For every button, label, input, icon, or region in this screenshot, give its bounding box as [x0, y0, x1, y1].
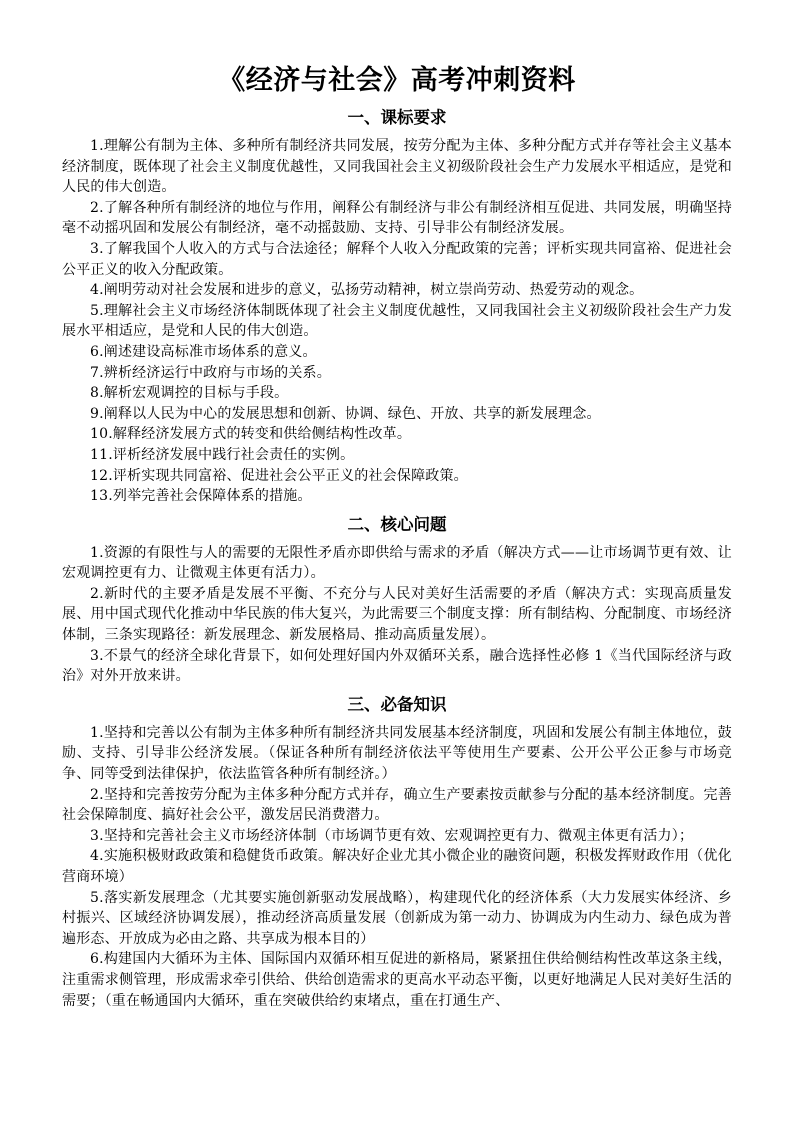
paragraph: 13.列举完善社会保障体系的措施。 [90, 488, 312, 505]
section-heading: 一、课标要求 [347, 108, 447, 127]
paragraph: 9.阐释以人民为中心的发展思想和创新、协调、绿色、开放、共享的新发展理念。 [90, 405, 601, 422]
paragraph: 12.评析实现共同富裕、促进社会公平正义的社会保障政策。 [90, 467, 468, 484]
paragraph: 2.坚持和完善按劳分配为主体多种分配方式并存，确立生产要素按贡献参与分配的基本经济制度。完善社会保障制度、搞好社会公平，激发居民消费潜力。 [62, 786, 732, 824]
section-heading: 二、核心问题 [347, 514, 447, 534]
paragraph: 6.阐述建设高标准市场体系的意义。 [90, 343, 317, 360]
section-heading: 三、必备知识 [347, 694, 447, 714]
paragraph: 4.实施积极财政政策和稳健货币政策。解决好企业尤其小微企业的融资问题，积极发挥财政作用（优化营商环境） [62, 848, 732, 885]
section-core-issues [62, 513, 732, 687]
paragraph: 4.阐明劳动对社会发展和进步的意义，弘扬劳动精神，树立崇尚劳动、热爱劳动的观念。 [90, 282, 644, 299]
paragraph: 11.评析经济发展中践行社会责任的实例。 [90, 446, 355, 463]
paragraph: 1.理解公有制为主体、多种所有制经济共同发展，按劳分配为主体、多种分配方式并存等社会主义基本经济制度，既体现了社会主义制度优越性，又同我国社会主义初级阶段社会生产力发展水平相适应，是党和人民的伟大创造。 [62, 138, 732, 196]
paragraph: 1.坚持和完善以公有制为主体多种所有制经济共同发展基本经济制度，巩固和发展公有制主体地位，鼓励、支持、引导非公经济发展。（保证各种所有制经济依法平等使用生产要素、公开公平公正参与市场竞争、同等受到法律保护，依法监管各种所有制经济。） [62, 724, 732, 783]
paragraph: 5.落实新发展理念（尤其要实施创新驱动发展战略），构建现代化的经济体系（大力发展实体经济、乡村振兴、区域经济协调发展），推动经济高质量发展（创新成为第一动力、协调成为内生动力、绿色成为普遍形态、开放成为必由之路、共享成为根本目的） [62, 889, 732, 947]
paragraph: 3.坚持和完善社会主义市场经济体制（市场调节更有效、宏观调控更有力、微观主体更有活力）； [90, 827, 694, 844]
paragraph: 2.新时代的主要矛盾是发展不平衡、不充分与人民对美好生活需要的矛盾（解决方式：实现高质量发展、用中国式现代化推动中华民族的伟大复兴，为此需要三个制度支撑：所有制结构、分配制度、市场经济体制，三条实现路径：新发展理念、新发展格局、推动高质量发展）。 [62, 585, 732, 644]
paragraph: 2.了解各种所有制经济的地位与作用，阐释公有制经济与非公有制经济相互促进、共同发展，明确坚持毫不动摇巩固和发展公有制经济，毫不动摇鼓励、支持、引导非公有制经济发展。 [62, 199, 732, 237]
paragraph: 10.解释经济发展方式的转变和供给侧结构性改革。 [90, 426, 412, 443]
paragraph: 5.理解社会主义市场经济体制既体现了社会主义制度优越性，又同我国社会主义初级阶段社会生产力发展水平相适应，是党和人民的伟大创造。 [62, 302, 732, 340]
section-curriculum-requirements [62, 106, 732, 507]
paragraph: 8.解析宏观调控的目标与手段。 [90, 385, 289, 402]
paragraph: 3.不景气的经济全球化背景下，如何处理好国内外双循环关系，融合选择性必修 1《当代国际经济与政治》对外开放来讲。 [62, 647, 732, 685]
paragraph: 6.构建国内大循环为主体、国际国内双循环相互促进的新格局，紧紧扭住供给侧结构性改革这条主线，注重需求侧管理，形成需求牵引供给、供给创造需求的更高水平动态平衡，以更好地满足人民对美好生活的需要；（重在畅通国内大循环，重在突破供给约束堵点，重在打通生产、 [62, 951, 732, 1009]
paragraph: 7.辨析经济运行中政府与市场的关系。 [90, 364, 331, 381]
document-title: 《经济与社会》高考冲刺资料 [218, 65, 576, 96]
section-essential-knowledge [62, 693, 732, 1011]
paragraph: 3.了解我国个人收入的方式与合法途径；解释个人收入分配政策的完善；评析实现共同富裕、促进社会公平正义的收入分配政策。 [62, 240, 732, 278]
paragraph: 1.资源的有限性与人的需要的无限性矛盾亦即供给与需求的矛盾（解决方式——让市场调节更有效、让宏观调控更有力、让微观主体更有活力）。 [62, 544, 732, 582]
